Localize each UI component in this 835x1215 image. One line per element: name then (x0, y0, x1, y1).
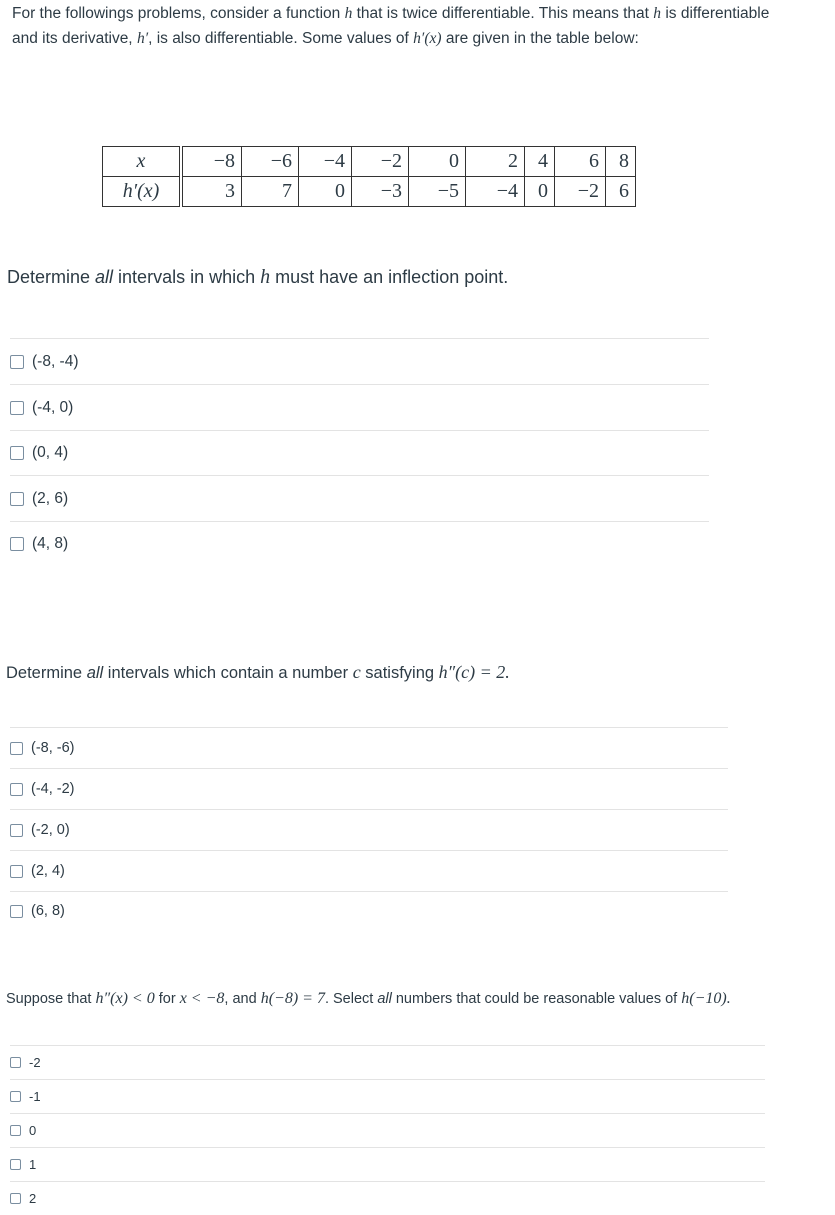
q3-math: h(−8) = 7 (260, 990, 325, 1007)
intro-math: h′ (136, 29, 149, 47)
table-cell: 0 (299, 177, 352, 207)
intro-text: that is twice differentiable. This means that (352, 5, 654, 22)
q1-option-1[interactable] (10, 338, 709, 384)
option-label: 2 (29, 1190, 37, 1206)
q3-text: . Select (324, 991, 378, 1007)
q3-text: for (154, 991, 180, 1007)
table-cell: −2 (555, 177, 606, 207)
question-1-prompt (7, 266, 508, 289)
q2-option-3[interactable] (10, 809, 728, 850)
question-3-prompt (6, 990, 731, 1008)
table-cell: 4 (525, 147, 555, 177)
question-2-prompt (6, 662, 510, 683)
intro-text: is differentiable and its derivative, (12, 5, 770, 47)
intro-text: For the followings problems, consider a function (12, 5, 345, 22)
q3-math: x < −8 (179, 990, 225, 1007)
checkbox[interactable] (10, 355, 24, 369)
option-label: (4, 8) (32, 534, 69, 552)
q3-text: numbers that could be reasonable values of (391, 991, 682, 1007)
q3-math: h(−10). (681, 990, 731, 1007)
q3-option-2[interactable] (10, 1079, 765, 1113)
checkbox[interactable] (10, 401, 24, 415)
table-cell: −8 (181, 147, 242, 177)
table-cell: 6 (606, 177, 636, 207)
option-label: (6, 8) (31, 903, 65, 919)
q2-text: intervals which contain a number (103, 664, 353, 682)
option-label: (-4, 0) (32, 398, 74, 416)
checkbox[interactable] (10, 1091, 21, 1102)
table-header-x: x (103, 147, 182, 177)
table-cell: −2 (352, 147, 409, 177)
q1-option-4[interactable] (10, 475, 709, 521)
table-cell: −6 (242, 147, 299, 177)
option-label: (-8, -6) (31, 740, 75, 756)
q3-option-5[interactable] (10, 1181, 765, 1214)
table-cell: −3 (352, 177, 409, 207)
checkbox[interactable] (10, 1125, 21, 1136)
q3-option-4[interactable] (10, 1147, 765, 1181)
table-cell: 0 (409, 147, 466, 177)
q2-emphasis: all (86, 664, 104, 682)
q1-option-2[interactable] (10, 384, 709, 430)
option-label: (-2, 0) (31, 822, 70, 838)
table-cell: 0 (525, 177, 555, 207)
q3-option-1[interactable] (10, 1045, 765, 1079)
checkbox[interactable] (10, 783, 23, 796)
table-row-hprime (103, 177, 636, 207)
table-cell: −4 (466, 177, 525, 207)
checkbox[interactable] (10, 742, 23, 755)
option-label: 1 (29, 1157, 37, 1172)
q2-option-5[interactable] (10, 891, 728, 930)
q1-text: must have an inflection point. (270, 267, 509, 287)
q2-math: c (352, 662, 361, 682)
q2-math: h″(c) = 2. (438, 662, 510, 682)
q1-text: intervals in which (113, 267, 261, 287)
q3-option-3[interactable] (10, 1113, 765, 1147)
table-cell: 7 (242, 177, 299, 207)
q2-option-2[interactable] (10, 768, 728, 809)
checkbox[interactable] (10, 492, 24, 506)
q2-option-1[interactable] (10, 727, 728, 768)
checkbox[interactable] (10, 905, 23, 918)
option-label: -2 (29, 1055, 41, 1070)
checkbox[interactable] (10, 824, 23, 837)
values-table (102, 146, 636, 207)
intro-math: h′(x) (413, 29, 442, 47)
checkbox[interactable] (10, 865, 23, 878)
problem-intro (12, 2, 772, 51)
table-cell: −5 (409, 177, 466, 207)
intro-text: are given in the table below: (441, 29, 639, 47)
q2-text: Determine (6, 664, 87, 682)
q2-text: satisfying (360, 664, 439, 682)
table-cell: 2 (466, 147, 525, 177)
q1-text: Determine (7, 267, 96, 287)
q3-text: , and (224, 991, 261, 1007)
q2-option-4[interactable] (10, 850, 728, 891)
q3-emphasis: all (377, 991, 392, 1007)
option-label: 0 (29, 1123, 37, 1138)
option-label: (-8, -4) (32, 352, 79, 370)
checkbox[interactable] (10, 537, 24, 551)
q1-option-3[interactable] (10, 430, 709, 475)
table-header-hprime: h′(x) (103, 177, 182, 207)
checkbox[interactable] (10, 446, 24, 460)
checkbox[interactable] (10, 1159, 21, 1170)
option-label: (2, 6) (32, 489, 69, 507)
checkbox[interactable] (10, 1193, 21, 1204)
table-cell: −4 (299, 147, 352, 177)
table-cell: 8 (606, 147, 636, 177)
option-label: (0, 4) (32, 444, 69, 461)
option-label: (-4, -2) (31, 781, 75, 797)
table-row-x (103, 147, 636, 177)
table-cell: 6 (555, 147, 606, 177)
q1-math: h (260, 266, 271, 288)
table-cell: 3 (181, 177, 242, 207)
q3-text: Suppose that (6, 991, 96, 1007)
intro-text: , is also differentiable. Some values of (148, 29, 414, 47)
intro-math: h (653, 5, 662, 22)
checkbox[interactable] (10, 1057, 21, 1068)
option-label: (2, 4) (31, 863, 65, 879)
intro-math: h (344, 5, 353, 22)
option-label: -1 (29, 1089, 41, 1104)
q1-option-5[interactable] (10, 521, 709, 565)
q1-emphasis: all (95, 267, 114, 287)
q3-math: h″(x) < 0 (95, 990, 155, 1007)
